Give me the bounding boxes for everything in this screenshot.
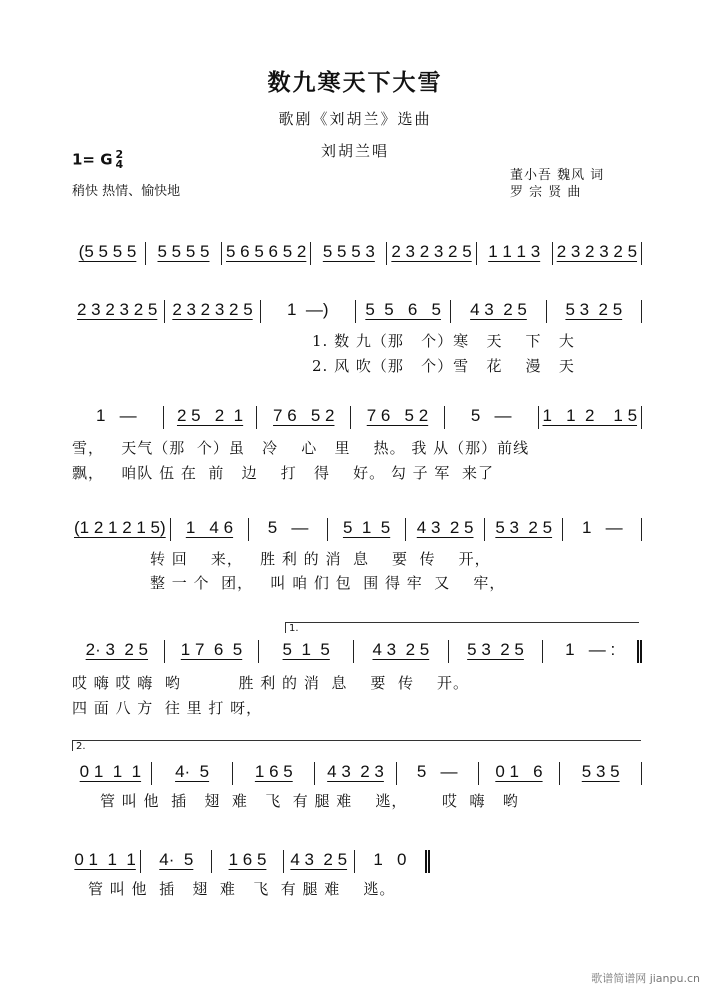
lyric-line: 哎 嗨 哎 嗨 哟 胜 利 的 消 息 要 传 开。	[72, 674, 470, 692]
measure: 5 5 6 5	[356, 300, 451, 323]
tempo-marking: 稍快 热情、愉快地	[72, 184, 181, 199]
measure: 4· 5	[141, 850, 212, 873]
measure: 0 1 1 1	[70, 850, 141, 873]
score-line	[70, 406, 642, 429]
score-line	[70, 518, 642, 541]
lyricist: 董小吾 魏风 词	[510, 168, 605, 183]
volta-1-label: 1.	[289, 623, 299, 634]
lyric-line: 2. 风 吹（那 个）雪 花 漫 天	[312, 357, 575, 375]
lyric-line: 四 面 八 方 往 里 打 呀，	[72, 699, 263, 717]
lyric-line: 雪， 天气（那 个）虽 冷 心 里 热。 我 从（那）前线	[72, 439, 530, 457]
measure: 2 3 2 3 2 5	[387, 242, 476, 265]
measure: 2 3 2 3 2 5	[553, 242, 642, 265]
measure: 5 —	[445, 406, 539, 429]
lyric-line: 整 一 个 团， 叫 咱 们 包 围 得 牢 又 牢，	[150, 574, 506, 592]
measure: 7 6 5 2	[257, 406, 351, 429]
measure: 2 3 2 3 2 5	[70, 300, 165, 323]
measure: 1 —	[563, 518, 642, 541]
measure: 1 0	[355, 850, 430, 873]
measure: 5 3 2 5	[449, 640, 544, 663]
lyric-line: 1. 数 九（那 个）寒 天 下 大	[312, 332, 575, 350]
measure: 2 5 2 1	[164, 406, 258, 429]
lyric-line: 管 叫 他 插 翅 难 飞 有 腿 难 逃。	[88, 880, 396, 898]
measure: 7 6 5 2	[351, 406, 445, 429]
lyric-line: 管 叫 他 插 翅 难 飞 有 腿 难 逃， 哎 嗨 哟	[100, 792, 519, 810]
measure: 5 5 5 3	[311, 242, 387, 265]
measure: 5 1 5	[328, 518, 407, 541]
measure: (5 5 5 5	[70, 242, 146, 265]
composer: 罗 宗 贤 曲	[510, 185, 582, 200]
measure: 0 1 1 1	[70, 762, 152, 785]
measure: 1 7 6 5	[165, 640, 260, 663]
measure: 1 — :	[543, 640, 642, 663]
watermark: 歌谱简谱网 jianpu.cn	[591, 972, 700, 985]
score-line	[70, 762, 642, 785]
score-line	[70, 640, 642, 663]
measure: 1 —	[70, 406, 164, 429]
lyric-line: 转 回 来， 胜 利 的 消 息 要 传 开，	[150, 550, 491, 568]
measure: 4 3 2 3	[315, 762, 397, 785]
measure: 1 1 2 1 5	[539, 406, 643, 429]
measure: 0 1 6	[479, 762, 561, 785]
measure: 4 3 2 5	[406, 518, 485, 541]
time-bottom: 4	[115, 158, 124, 171]
measure: 5 1 5	[259, 640, 354, 663]
measure: 1 1 1 3	[477, 242, 553, 265]
measure: 2· 3 2 5	[70, 640, 165, 663]
measure: 5 5 5 5	[146, 242, 222, 265]
song-title: 数九寒天下大雪	[267, 69, 443, 96]
measure: 5 —	[249, 518, 328, 541]
score-line	[70, 242, 642, 265]
measure: 4 3 2 5	[354, 640, 449, 663]
subtitle: 歌剧《刘胡兰》选曲	[278, 110, 432, 128]
key-signature	[72, 150, 123, 170]
lyric-line: 飘， 咱队 伍 在 前 边 打 得 好。 勾 子 军 来了	[72, 464, 494, 482]
measure: 1 —)	[261, 300, 356, 323]
measure: 5 3 2 5	[485, 518, 564, 541]
measure: 1 4 6	[171, 518, 250, 541]
score-line	[70, 850, 430, 873]
measure: 1 6 5	[212, 850, 283, 873]
measure: 5 3 2 5	[547, 300, 642, 323]
measure: 5 3 5	[560, 762, 642, 785]
volta-1	[285, 622, 639, 633]
score-line	[70, 300, 642, 323]
measure: (1 2 1 2 1 5)	[70, 518, 171, 541]
volta-2	[72, 740, 641, 751]
time-top: 2	[115, 148, 124, 161]
measure: 4· 5	[152, 762, 234, 785]
measure: 4 3 2 5	[284, 850, 355, 873]
measure: 5 —	[397, 762, 479, 785]
measure: 5 6 5 6 5 2	[222, 242, 311, 265]
measure: 4 3 2 5	[451, 300, 546, 323]
time-signature	[116, 150, 124, 170]
measure: 2 3 2 3 2 5	[165, 300, 260, 323]
measure: 1 6 5	[233, 762, 315, 785]
singer: 刘胡兰唱	[320, 142, 389, 160]
key: 1= G	[72, 150, 113, 169]
volta-2-label: 2.	[76, 741, 86, 752]
